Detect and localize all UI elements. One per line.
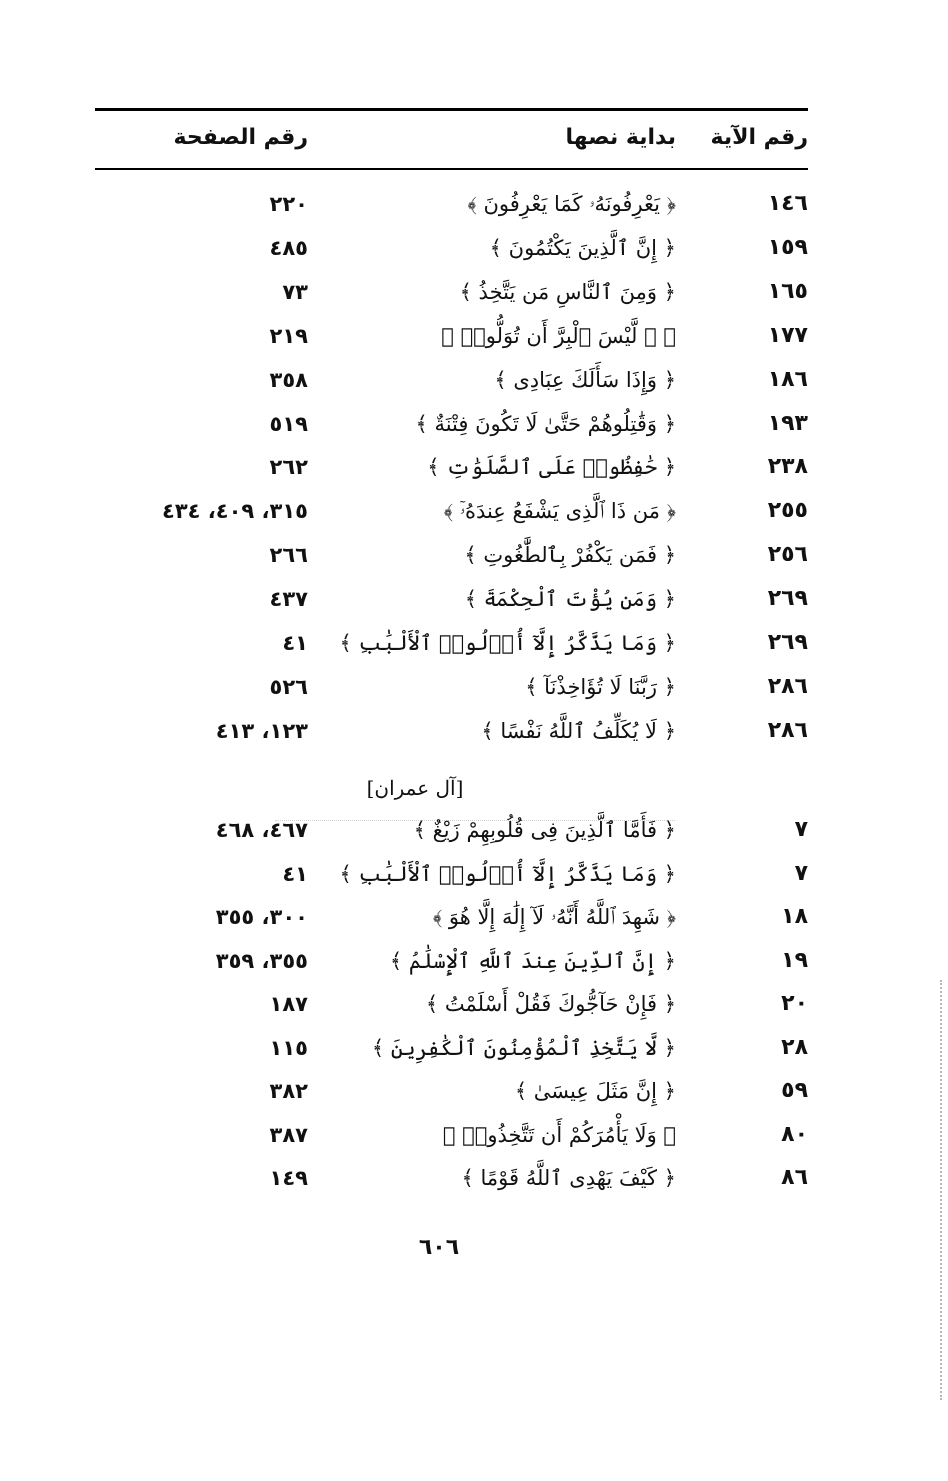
table-row bbox=[0, 579, 948, 619]
page-reference: ٤٨٥ bbox=[269, 235, 308, 260]
header-rule bbox=[95, 168, 808, 170]
table-row bbox=[0, 184, 948, 224]
verse-number: ١٤٦ bbox=[767, 191, 808, 216]
table-row bbox=[0, 941, 948, 981]
page-reference: ١٨٧ bbox=[269, 992, 308, 1016]
scan-edge-dots bbox=[938, 980, 942, 1400]
page-reference: ٥٢٦ bbox=[269, 674, 308, 699]
page-reference: ٣٥٨ bbox=[269, 367, 308, 392]
page-reference: ٣٠٠، ٣٥٥ bbox=[215, 905, 308, 929]
verse-number: ٨٠ bbox=[781, 1121, 808, 1147]
page-reference: ٢٦٢ bbox=[269, 455, 308, 480]
table-row bbox=[0, 272, 948, 312]
page-reference: ٥١٩ bbox=[269, 411, 308, 436]
verse-number: ١٥٩ bbox=[767, 234, 808, 260]
verse-number: ١٩ bbox=[781, 947, 808, 973]
page-reference: ٣٨٧ bbox=[269, 1122, 308, 1147]
top-rule bbox=[95, 108, 808, 111]
verse-start-text: ﴿ مَن ذَا ٱلَّذِى يَشْفَعُ عِندَهُۥٓ ﴾ bbox=[443, 499, 676, 524]
verse-start-text: ﴿ وَلَا يَأْمُرَكُمْ أَن تَتَّخِذُوا۟ ﴾ bbox=[442, 1122, 676, 1147]
verse-number: ١٨ bbox=[781, 904, 808, 929]
verse-start-text: ﴿ وَمَا يَذَّكَّرُ إِلَّآ أُو۟لُوا۟ ٱلْأَلْبَٰبِ ﴾ bbox=[339, 631, 676, 655]
table-row bbox=[0, 228, 948, 268]
table-row bbox=[0, 897, 948, 937]
table-row bbox=[0, 1071, 948, 1111]
verse-start-text: ﴿ إِنَّ ٱلَّذِينَ يَكْتُمُونَ ﴾ bbox=[489, 235, 676, 260]
verse-start-text: ﴿ رَبَّنَا لَا تُؤَاخِذْنَآ ﴾ bbox=[525, 674, 676, 699]
verse-number: ٧ bbox=[794, 860, 808, 886]
page-reference: ٤١ bbox=[282, 861, 308, 886]
verse-start-text: ﴿ إِنَّ مَثَلَ عِيسَىٰ ﴾ bbox=[514, 1079, 676, 1103]
table-row bbox=[0, 711, 948, 751]
page-reference: ٢١٩ bbox=[269, 323, 308, 348]
verse-number: ٢٦٩ bbox=[767, 630, 808, 655]
page-reference: ٣١٥، ٤٠٩، ٤٣٤ bbox=[162, 499, 308, 524]
verse-start-text: ﴿ لَّا يَتَّخِذِ ٱلْمُؤْمِنُونَ ٱلْكَٰفِرِينَ ﴾ bbox=[371, 1035, 676, 1060]
verse-number: ١٨٦ bbox=[767, 366, 808, 392]
verse-number: ٨٦ bbox=[781, 1165, 808, 1190]
page-reference: ٤١ bbox=[282, 631, 308, 655]
verse-number: ٢٨٦ bbox=[767, 673, 808, 699]
table-row bbox=[0, 1028, 948, 1068]
page-reference: ٤٦٧، ٤٦٨ bbox=[215, 818, 308, 842]
table-row bbox=[0, 535, 948, 575]
verse-number: ١٦٥ bbox=[767, 278, 808, 304]
page-reference: ٧٣ bbox=[282, 279, 308, 304]
verse-number: ٢٨٦ bbox=[767, 717, 808, 743]
verse-start-text: ﴿ وَمَا يَذَّكَّرُ إِلَّآ أُو۟لُوا۟ ٱلْأَلْبَٰبِ ﴾ bbox=[339, 861, 676, 886]
table-row bbox=[0, 623, 948, 663]
verse-start-text: ﴿ فَأَمَّا ٱلَّذِينَ فِى قُلُوبِهِمْ زَيْغٌ ﴾ bbox=[413, 818, 676, 842]
table-row bbox=[0, 1158, 948, 1198]
page-reference: ٢٦٦ bbox=[269, 543, 308, 568]
verse-start-text: ﴿ وَإِذَا سَأَلَكَ عِبَادِى ﴾ bbox=[494, 367, 676, 392]
verse-number: ٢٣٨ bbox=[767, 454, 808, 480]
page-number: ٦٠٦ bbox=[418, 1235, 460, 1260]
table-row bbox=[0, 447, 948, 487]
page-reference: ١٢٣، ٤١٣ bbox=[215, 718, 308, 743]
table-row bbox=[0, 404, 948, 444]
verse-number: ١٧٧ bbox=[767, 322, 808, 348]
table-row bbox=[0, 854, 948, 894]
verse-start-text: ﴿ فَإِنْ حَآجُّوكَ فَقُلْ أَسْلَمْتُ ﴾ bbox=[425, 992, 676, 1016]
table-row bbox=[0, 1115, 948, 1155]
page-reference: ٣٥٥، ٣٥٩ bbox=[215, 948, 308, 973]
verse-number: ٥٩ bbox=[781, 1078, 808, 1103]
table-row bbox=[0, 984, 948, 1024]
header-verse-start: بداية نصها bbox=[565, 125, 676, 150]
surah-title: [آل عمران] bbox=[366, 776, 464, 800]
page-reference: ١٤٩ bbox=[269, 1166, 308, 1190]
verse-number: ٢٠ bbox=[781, 991, 808, 1016]
table-row bbox=[0, 667, 948, 707]
verse-start-text: ﴿ إِنَّ ٱلدِّينَ عِندَ ٱللَّهِ ٱلْإِسْلَٰمُ ﴾ bbox=[389, 948, 676, 973]
verse-start-text: ﴿ وَمَن يُؤْتَ ٱلْحِكْمَةَ ﴾ bbox=[464, 587, 676, 612]
table-row bbox=[0, 360, 948, 400]
verse-start-text: ﴿ لَا يُكَلِّفُ ٱللَّهُ نَفْسًا ﴾ bbox=[481, 718, 676, 743]
verse-number: ٧ bbox=[794, 817, 808, 842]
verse-start-text: ﴿ فَمَن يَكْفُرْ بِٱلطَّٰغُوتِ ﴾ bbox=[464, 543, 676, 568]
verse-start-text: ﴿ يَعْرِفُونَهُۥ كَمَا يَعْرِفُونَ ﴾ bbox=[467, 192, 676, 216]
page-reference: ٢٢٠ bbox=[269, 192, 308, 216]
verse-number: ١٩٣ bbox=[767, 410, 808, 436]
verse-start-text: ﴿ ۞ لَّيْسَ ٱلْبِرَّ أَن تُوَلُّوا۟ ﴾ bbox=[441, 323, 676, 348]
verse-start-text: ﴿ شَهِدَ ٱللَّهُ أَنَّهُۥ لَآ إِلَٰهَ إِلَّا هُوَ ﴾ bbox=[432, 905, 676, 929]
table-row bbox=[0, 491, 948, 531]
verse-start-text: ﴿ كَيْفَ يَهْدِى ٱللَّهُ قَوْمًا ﴾ bbox=[461, 1166, 676, 1190]
table-row bbox=[0, 316, 948, 356]
table-row bbox=[0, 810, 948, 850]
verse-number: ٢٦٩ bbox=[767, 586, 808, 612]
verse-number: ٢٨ bbox=[781, 1034, 808, 1060]
header-page-number: رقم الصفحة bbox=[173, 125, 308, 150]
verse-start-text: ﴿ وَقَٰتِلُوهُمْ حَتَّىٰ لَا تَكُونَ فِتْنَةٌ ﴾ bbox=[415, 411, 676, 436]
page-reference: ١١٥ bbox=[269, 1035, 308, 1060]
page-reference: ٣٨٢ bbox=[269, 1079, 308, 1103]
page-reference: ٤٣٧ bbox=[269, 587, 308, 612]
verse-start-text: ﴿ وَمِنَ ٱلنَّاسِ مَن يَتَّخِذُ ﴾ bbox=[459, 279, 676, 304]
verse-start-text: ﴿ حَٰفِظُوا۟ عَلَى ٱلصَّلَوَٰتِ ﴾ bbox=[427, 455, 676, 480]
verse-number: ٢٥٥ bbox=[767, 498, 808, 524]
header-verse-number: رقم الآية bbox=[710, 125, 808, 150]
verse-number: ٢٥٦ bbox=[767, 542, 808, 568]
